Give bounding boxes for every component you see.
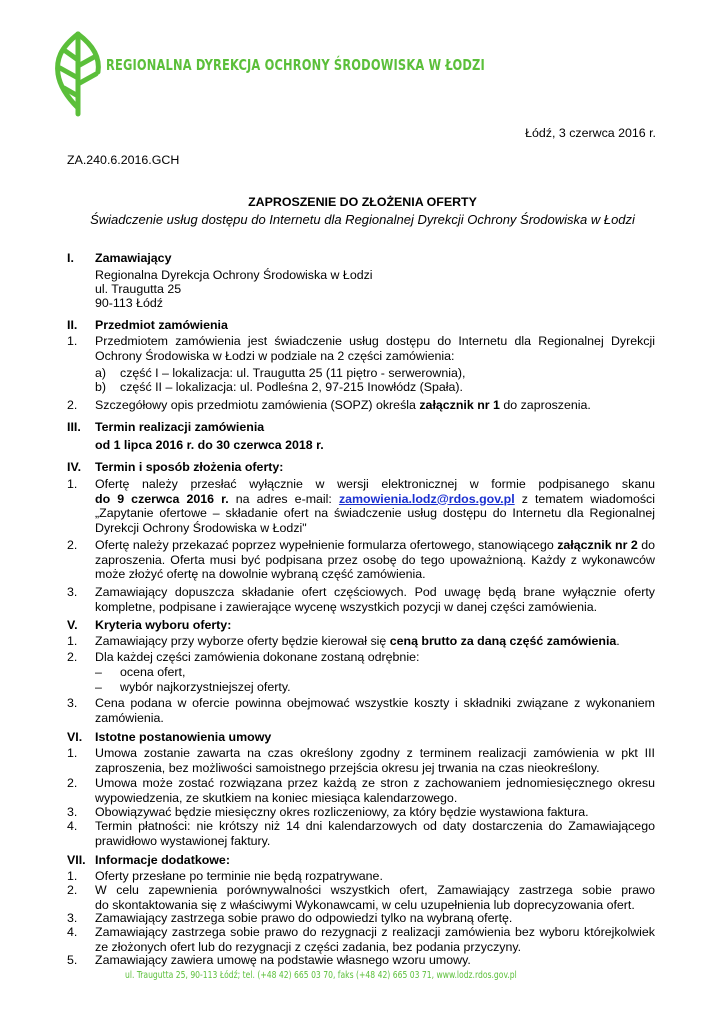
paragraph — [95, 776, 655, 805]
text-line: wypowiedzenia, ze skutkiem na koniec miesiąca kalendarzowego. — [95, 790, 458, 805]
item-number: 1. — [67, 477, 78, 491]
section-title: Termin realizacji zamówienia — [95, 420, 265, 434]
item-number: 3. — [67, 585, 78, 599]
text-span-bold: do 9 czerwca 2016 r. — [95, 491, 229, 506]
paragraph: Oferty przesłane po terminie nie będą rozpatrywane. — [95, 869, 383, 883]
dash-bullet: – — [95, 680, 102, 694]
paragraph — [95, 334, 655, 363]
text-line: kompletne, podpisane i zawierające wycenę wszystkich pozycji w danej części zamówienia. — [95, 599, 598, 614]
text-line: Umowa może zostać rozwiązana przez każdą ze stron z zachowaniem jednomiesięcznego okresu — [95, 776, 655, 790]
item-number: 1. — [67, 634, 78, 648]
item-number: 2. — [67, 650, 78, 664]
text-line: Zamawiający zastrzega sobie prawo do rezygnacji z realizacji zamówienia bez wyboru którejkolwiek — [95, 925, 655, 939]
section-title: Termin i sposób złożenia oferty: — [95, 460, 284, 474]
text-span: Ofertę należy przekazać poprzez wypełnienie formularza ofertowego, stanowiącego — [95, 538, 558, 552]
text-line: do skontaktowania się z właściwymi Wykonawcami, w celu uzupełnienia lub doprecyzowania ofert. — [95, 897, 635, 912]
paragraph — [95, 696, 655, 725]
item-number: 4. — [67, 819, 78, 833]
item-number: 2. — [67, 398, 78, 412]
text-line: Ofertę należy przesłać wyłącznie w wersji elektronicznej w formie podpisanego skanu — [95, 477, 655, 491]
section-title: Kryteria wyboru oferty: — [95, 618, 232, 632]
document-title: ZAPROSZENIE DO ZŁOŻENIA OFERTY — [248, 195, 477, 209]
item-number: 3. — [67, 911, 78, 925]
text-span: Zamawiający przy wyborze oferty będzie kierował się — [95, 634, 390, 648]
dash-bullet: – — [95, 665, 102, 679]
section-number: IV. — [67, 460, 82, 474]
item-number: 5. — [67, 953, 78, 967]
paragraph — [95, 746, 655, 775]
rdos-leaf-logo-icon — [50, 26, 106, 118]
paragraph — [95, 398, 591, 412]
paragraph — [95, 585, 655, 614]
text-line: Umowa zostanie zawarta na czas określony zgodny z terminem realizacji zamówienia w pkt III — [95, 746, 655, 760]
email-link[interactable]: zamowienia.lodz@rdos.gov.pl — [338, 491, 515, 506]
text-line: może złożyć ofertę na dowolnie wybraną część zamówienia. — [95, 567, 426, 581]
section-title: Przedmiot zamówienia — [95, 318, 228, 332]
item-number: 1. — [67, 869, 78, 883]
text-line: Ochrony Środowiska w Łodzi w podziale na 2 części zamówienia: — [95, 348, 455, 363]
section-number: III. — [67, 420, 81, 434]
text-span: Szczegółowy opis przedmiotu zamówienia (SOPZ) określa — [95, 398, 420, 412]
paragraph: Zamawiający zastrzega sobie prawo do odpowiedzi tylko na wybraną ofertę. — [95, 911, 513, 925]
item-number: 2. — [67, 883, 78, 897]
list-item: część II – lokalizacja: ul. Podleśna 2, 97-215 Inowłódz (Spała). — [120, 380, 463, 394]
paragraph: Zamawiający zawiera umowę na podstawie własnego wzoru umowy. — [95, 953, 471, 967]
text-line: Zamawiający dopuszcza składanie ofert częściowych. Pod uwagę będą brane wyłącznie oferty — [95, 585, 655, 599]
address-line: 90-113 Łódź — [95, 296, 163, 310]
item-number: 3. — [67, 805, 78, 819]
paragraph — [95, 925, 655, 954]
text-line: ze złożonych ofert lub do rezygnacji z części zadania, bez podania przyczyny. — [95, 939, 522, 954]
paragraph — [95, 883, 655, 912]
paragraph: Obowiązywać będzie miesięczny okres rozliczeniowy, za który będzie wystawiona faktura. — [95, 805, 589, 819]
text-span: do zaproszenia. — [499, 398, 591, 412]
paragraph — [95, 538, 655, 582]
document-subtitle: Świadczenie usług dostępu do Internetu dla Regionalnej Dyrekcji Ochrony Środowiska w Łodzi — [90, 212, 635, 227]
paragraph: Dla każdej części zamówienia dokonane zostaną odrębnie: — [95, 650, 420, 664]
address-line: ul. Traugutta 25 — [95, 282, 182, 296]
paragraph — [95, 477, 655, 535]
paragraph — [95, 819, 655, 848]
item-number: 1. — [67, 746, 78, 760]
document-date: Łódź, 3 czerwca 2016 r. — [525, 126, 656, 140]
text-span: . — [616, 634, 620, 648]
section-number: VI. — [67, 730, 83, 744]
text-span-bold: załącznik nr 1 — [419, 398, 500, 412]
text-span: na adres e-mail: — [228, 491, 339, 506]
text-span: z tematem wiadomości — [514, 491, 655, 506]
text-line: Dyrekcji Ochrony Środowiska w Łodzi" — [95, 520, 307, 535]
text-line: Przedmiotem zamówienia jest świadczenie usług dostępu do Internetu dla Regionalnej Dyrekcji — [95, 334, 655, 348]
text-line: zaproszenia. Oferta musi być podpisana przez osobę do tego upoważnioną. Każdy z wykonawców — [95, 552, 655, 567]
list-item: wybór najkorzystniejszej oferty. — [120, 680, 291, 694]
text-line — [95, 492, 655, 507]
item-number: 1. — [67, 334, 78, 348]
reference-number: ZA.240.6.2016.GCH — [67, 153, 180, 167]
text-span: do — [637, 538, 656, 552]
section-title: Istotne postanowienia umowy — [95, 730, 272, 744]
item-number: 2. — [67, 538, 78, 552]
paragraph — [95, 634, 620, 648]
text-line: W celu zapewnienia porównywalności wszystkich ofert, Zamawiający zastrzega sobie prawo — [95, 883, 655, 897]
list-item: ocena ofert, — [120, 665, 186, 679]
text-span-bold: załącznik nr 2 — [557, 538, 638, 552]
section-title: Zamawiający — [95, 251, 172, 265]
list-label: b) — [95, 380, 107, 394]
org-name-header: REGIONALNA DYREKCJA OCHRONY ŚRODOWISKA W ŁODZI — [106, 56, 485, 74]
section-number: VII. — [67, 853, 86, 867]
section-title: Informacje dodatkowe: — [95, 853, 230, 867]
text-line: Termin płatności: nie krótszy niż 14 dni kalendarzowych od daty dostarczenia do Zamawiającego — [95, 819, 655, 833]
address-line: Regionalna Dyrekcja Ochrony Środowiska w Łodzi — [95, 268, 373, 282]
text-line: zamówienia. — [95, 710, 164, 725]
list-item: część I – lokalizacja: ul. Traugutta 25 (11 piętro - serwerownia), — [120, 366, 466, 380]
term-dates: od 1 lipca 2016 r. do 30 czerwca 2018 r. — [95, 438, 324, 452]
text-span-bold: ceną brutto za daną część zamówienia — [389, 634, 617, 648]
item-number: 3. — [67, 696, 78, 710]
text-line: prawidłowo wystawionej faktury. — [95, 833, 271, 848]
text-line: Cena podana w ofercie powinna obejmować wszystkie koszty i składniki związane z wykonaniem — [95, 696, 655, 710]
list-label: a) — [95, 366, 107, 380]
item-number: 4. — [67, 925, 78, 939]
text-line: „Zapytanie ofertowe – składanie ofert na świadczenie usług dostępu do Internetu dla Regionalnej — [95, 506, 655, 520]
text-line: zaproszenia, bez możliwości samoistnego przejścia okresu jej trwania na czas nieokreślony. — [95, 760, 600, 775]
section-number: V. — [67, 618, 78, 632]
item-number: 2. — [67, 776, 78, 790]
text-line — [95, 538, 655, 553]
section-number: I. — [67, 251, 74, 265]
section-number: II. — [67, 318, 78, 332]
footer-contact: ul. Traugutta 25, 90-113 Łódź; tel. (+48 42) 665 03 70, faks (+48 42) 665 03 71, www.lodz.rdos.gov.pl — [125, 970, 517, 981]
